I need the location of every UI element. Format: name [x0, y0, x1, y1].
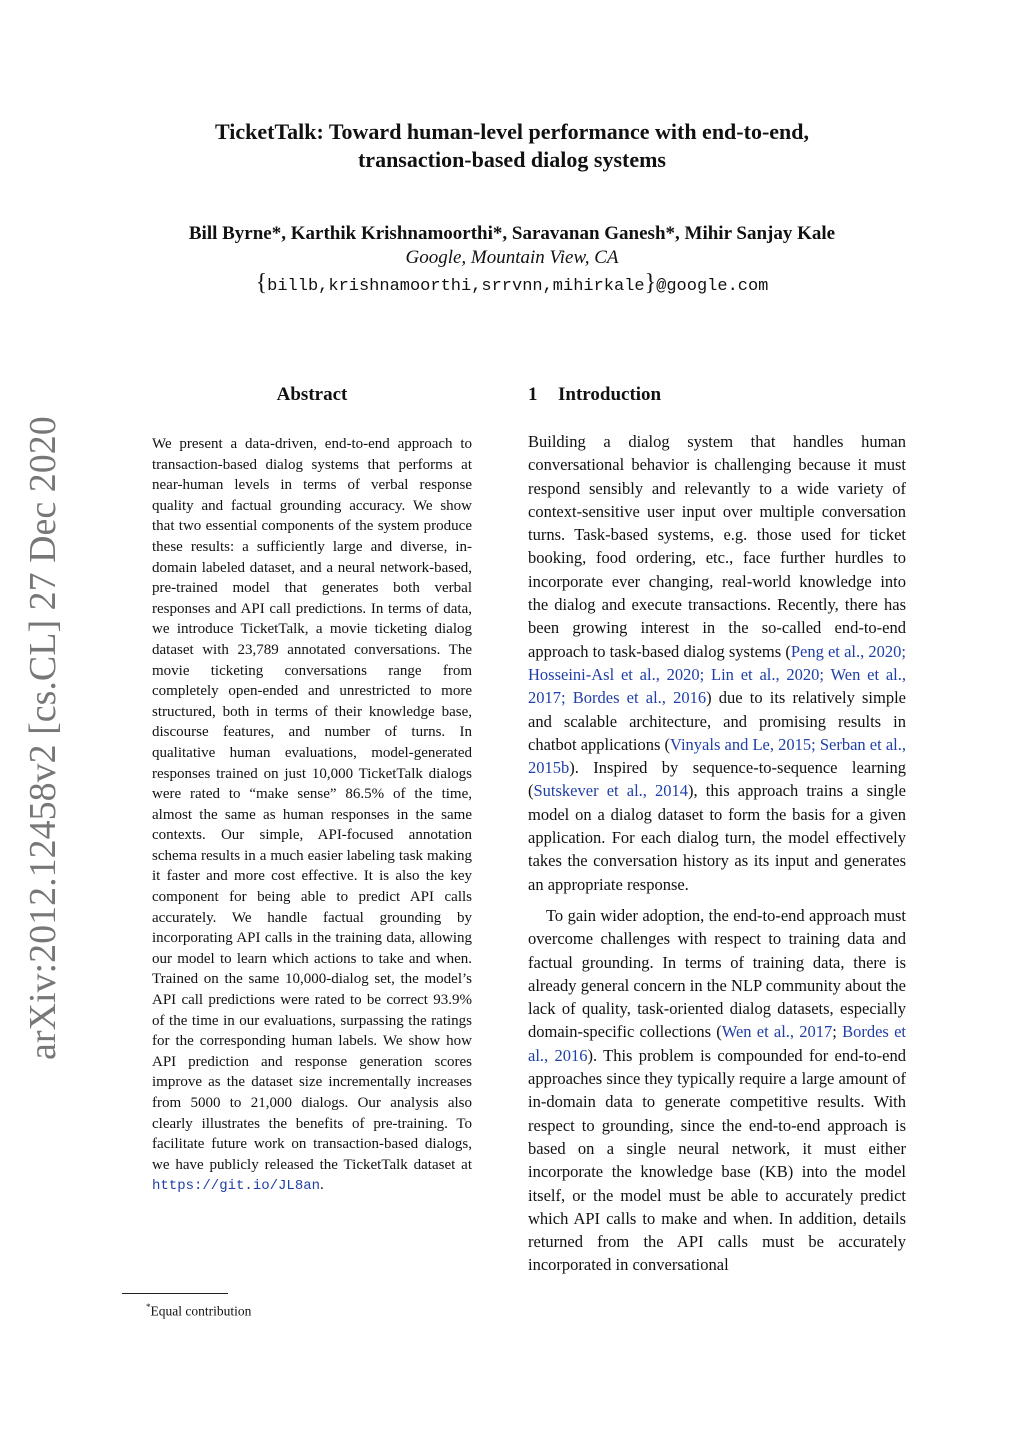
footnote — [146, 1298, 251, 1321]
dataset-link[interactable]: https://git.io/JL8an — [152, 1178, 321, 1195]
text-run: ). This problem is compounded for end-to-end approaches since they typically require a large amount of in-domain data to generate competitive results. With respect to grounding, since the end-to-end approach is based on a single neural network, it must either incorporate the knowledge base (KB) into the model itself, or the model must be able to accurately predict which API calls to make and when. In addition, details returned from the API calls must be accurately incorporated in conversational — [528, 1045, 906, 1275]
abstract-body: We present a data-driven, end-to-end approach to transaction-based dialog systems that performs at near-human levels in terms of verbal response quality and factual grounding accuracy. We show that two essential components of the system produce these results: a sufficiently large and diverse, in-domain labeled dataset, and a neural network-based, pre-trained model that generates both verbal responses and API call predictions. In terms of data, we introduce TicketTalk, a movie ticketing dialog dataset with 23,789 annotated conversations. The movie ticketing conversations range from completely open-ended and unrestricted to more structured, both in terms of their knowledge base, discourse features, and number of turns. In qualitative human evaluations, model-generated responses trained on just 10,000 TicketTalk dialogs were rated to “make sense” 86.5% of the time, almost the same as human responses in the same contexts. Our simple, API-focused annotation schema results in a much easier labeling task making it faster and more cost effective. It is also the key component for being able to predict API calls accurately. We handle factual grounding by incorporating API calls in the training data, allowing our model to learn which actions to take and when. Trained on the same 10,000-dialog set, the model’s API call predictions were rated to be correct 93.9% of the time in our evaluations, surpassing the ratings for the corresponding human labels. We show how API prediction and response generation scores improve as the dataset size incrementally increases from 5000 to 21,000 dialogs. Our analysis also clearly illustrates the benefits of pre-training. To facilitate future work on transaction-based dialogs, we have publicly released the TicketTalk dataset at — [152, 436, 472, 1173]
citation-link[interactable]: Sutskever et al., 2014 — [533, 781, 689, 801]
citation-link[interactable]: Peng et al., 2020; Hosseini-Asl et al., 2020; Lin et al., 2020; Wen et al., 2017; Bordes et al., 2016 — [528, 641, 906, 708]
author-list: Bill Byrne*, Karthik Krishnamoorthi*, Saravanan Ganesh*, Mihir Sanjay Kale — [188, 223, 836, 244]
abstract-heading: Abstract — [276, 384, 348, 405]
text-run: ) due to its relatively simple and scalable architecture, and promising results in chatbot applications ( — [528, 688, 906, 754]
abstract-column — [152, 380, 472, 1197]
abstract-end: . — [320, 1177, 324, 1194]
section-heading — [528, 380, 906, 410]
section-title: Introduction — [558, 384, 662, 405]
abstract-text — [152, 434, 472, 1197]
paper-title-line-1: TicketTalk: Toward human-level performance with end-to-end, — [214, 119, 810, 144]
intro-paragraph-1 — [528, 430, 906, 896]
citation-link[interactable]: Vinyals and Le, 2015; Serban et al., 2015b — [528, 734, 906, 778]
section-number: 1 — [528, 384, 538, 405]
text-run: To gain wider adoption, the end-to-end approach must overcome challenges with respect to training data and factual grounding. In terms of training data, there is already general concern in the NLP community about the lack of quality, task-oriented dialog datasets, especially domain-specific collections ( — [528, 905, 906, 1042]
text-run: ). Inspired by sequence-to-sequence learning ( — [528, 758, 906, 801]
paper-title — [120, 118, 904, 174]
footnote-text: Equal contribution — [150, 1303, 252, 1319]
footnote-mark: * — [146, 1302, 151, 1312]
citation-link[interactable]: Bordes et al., 2016 — [528, 1022, 906, 1065]
author-emails — [120, 270, 904, 300]
intro-paragraph-2 — [528, 904, 906, 1277]
email-domain: @google.com — [656, 277, 769, 296]
email-users: billb,krishnamoorthi,srrvnn,mihirkale — [267, 277, 645, 296]
affiliation: Google, Mountain View, CA — [405, 247, 619, 268]
email-close-brace: } — [644, 270, 657, 296]
arxiv-identifier: arXiv:2012.12458v2 [cs.CL] 27 Dec 2020 — [22, 416, 64, 1060]
paper-title-line-2: transaction-based dialog systems — [357, 147, 666, 172]
text-run: Building a dialog system that handles human conversational behavior is challenging because it must respond sensibly and relevantly to a wide variety of context-sensitive user input over multiple conversation turns. Task-based systems, e.g. those used for ticket booking, food ordering, etc., face further hurdles to incorporate ever changing, real-world knowledge into the dialog and execute transactions. Recently, there has been growing interest in the so-called end-to-end approach to task-based dialog systems ( — [528, 432, 906, 661]
text-run: ; — [832, 1022, 843, 1042]
citation-link[interactable]: Wen et al., 2017 — [721, 1022, 833, 1042]
email-open-brace: { — [255, 270, 268, 296]
introduction-column — [528, 380, 906, 1285]
text-run: ), this approach trains a single model on a dialog dataset to form the basis for a given application. For each dialog turn, the model effectively takes the conversation history as its input and generates an appropriate response. — [528, 781, 906, 894]
introduction-body — [528, 430, 906, 1277]
footnote-rule — [122, 1293, 228, 1294]
